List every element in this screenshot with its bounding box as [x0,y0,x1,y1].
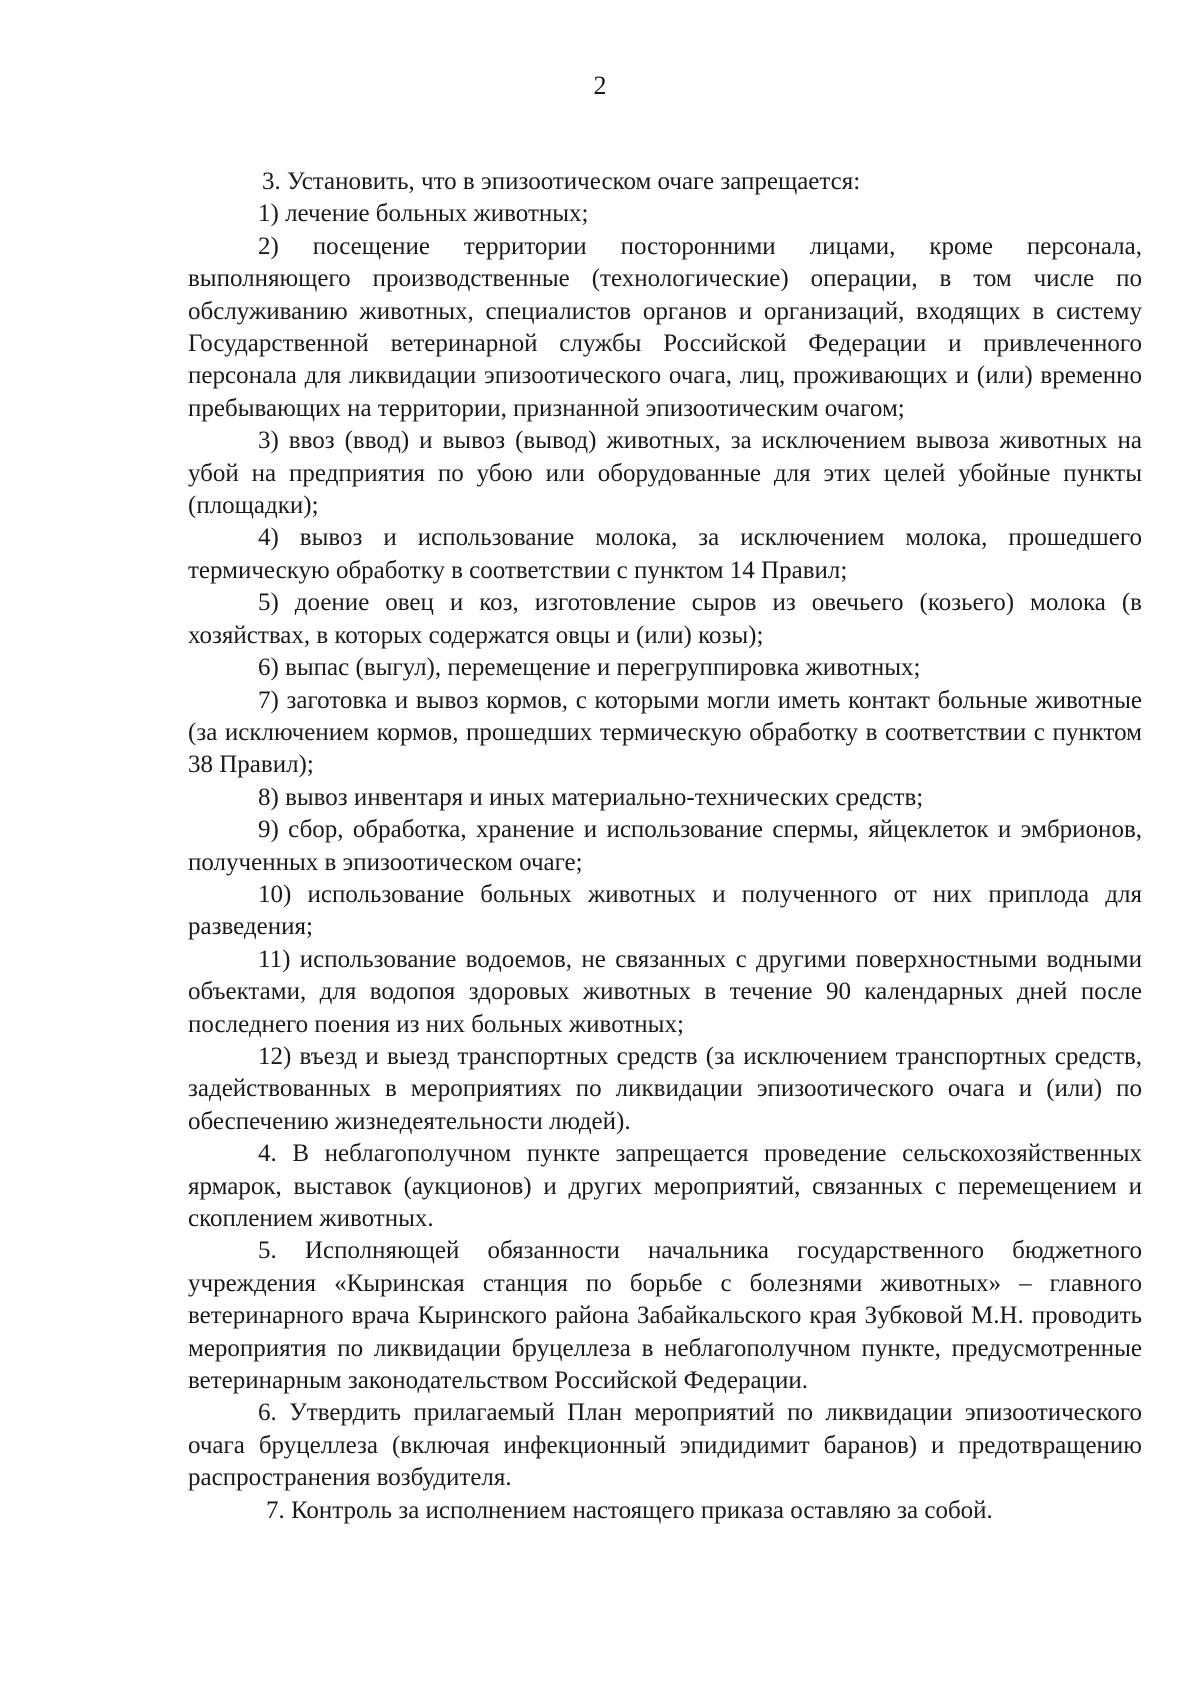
list-item-12: 12) въезд и выезд транспортных средств (за исключением транспортных средств, задействованных в мероприятиях по ликвидации эпизоотического очага и (или) по обеспечению жизнедеятельности людей). [188,1042,1142,1135]
paragraph-6: 6. Утвердить прилагаемый План мероприятий по ликвидации эпизоотического очага бруцеллеза (включая инфекционный эпидидимит баранов) и предотвращению распространения возбудителя. [188,1399,1142,1492]
list-item-2: 2) посещение территории посторонними лицами, кроме персонала, выполняющего производственные (технологические) операции, в том числе по обслуживанию животных, специалистов органов и организаций, входящих в систему Государственной ветеринарной службы Российской Федерации и привлеченного персонала для ликвидации эпизоотического очага, лиц, проживающих и (или) временно пребывающих на территории, признанной эпизоотическим очагом; [188,232,1142,422]
list-item-7: 7) заготовка и вывоз кормов, с которыми могли иметь контакт больные животные (за исключением кормов, прошедших термическую обработку в соответствии с пунктом 38 Правил); [188,686,1142,779]
page-number: 2 [593,71,607,100]
list-item-5: 5) доение овец и коз, изготовление сыров из овечьего (козьего) молока (в хозяйствах, в которых содержатся овцы и (или) козы); [188,589,1142,649]
list-item-6: 6) выпас (выгул), перемещение и перегруппировка животных; [258,654,921,682]
list-item-9: 9) сбор, обработка, хранение и использование спермы, яйцеклеток и эмбрионов, полученных в эпизоотическом очаге; [188,816,1142,876]
paragraph-4: 4. В неблагополучном пункте запрещается проведение сельскохозяйственных ярмарок, выставок (аукционов) и других мероприятий, связанных с перемещением и скоплением животных. [188,1140,1142,1232]
list-item-8: 8) вывоз инвентаря и иных материально-технических средств; [258,783,924,811]
paragraph-5: 5. Исполняющей обязанности начальника государственного бюджетного учреждения «Кыринская станция по борьбе с болезнями животных» – главного ветеринарного врача Кыринского района Забайкальского края Зубковой М.Н. проводить мероприятия по ликвидации бруцеллеза в неблагополучном пункте, предусмотренные ветеринарным законодательством Российской Федерации. [188,1237,1142,1395]
list-item-3: 3) ввоз (ввод) и вывоз (вывод) животных, за исключением вывоза животных на убой на предприятия по убою или оборудованные для этих целей убойные пункты (площадки); [188,427,1142,520]
list-item-1: 1) лечение больных животных; [258,200,589,228]
paragraph-7: 7. Контроль за исполнением настоящего приказа оставляю за собой. [266,1496,993,1524]
list-item-10: 10) использование больных животных и полученного от них приплода для разведения; [188,880,1142,941]
paragraph-3-intro: 3. Установить, что в эпизоотическом очаге запрещается: [262,168,861,195]
list-item-4: 4) вывоз и использование молока, за исключением молока, прошедшего термическую обработку в соответствии с пунктом 14 Правил; [188,524,1142,584]
list-item-11: 11) использование водоемов, не связанных с другими поверхностными водными объектами, для водопоя здоровых животных в течение 90 календарных дней после последнего поения из них больных животных; [188,945,1142,1038]
document-body [188,166,1142,1527]
